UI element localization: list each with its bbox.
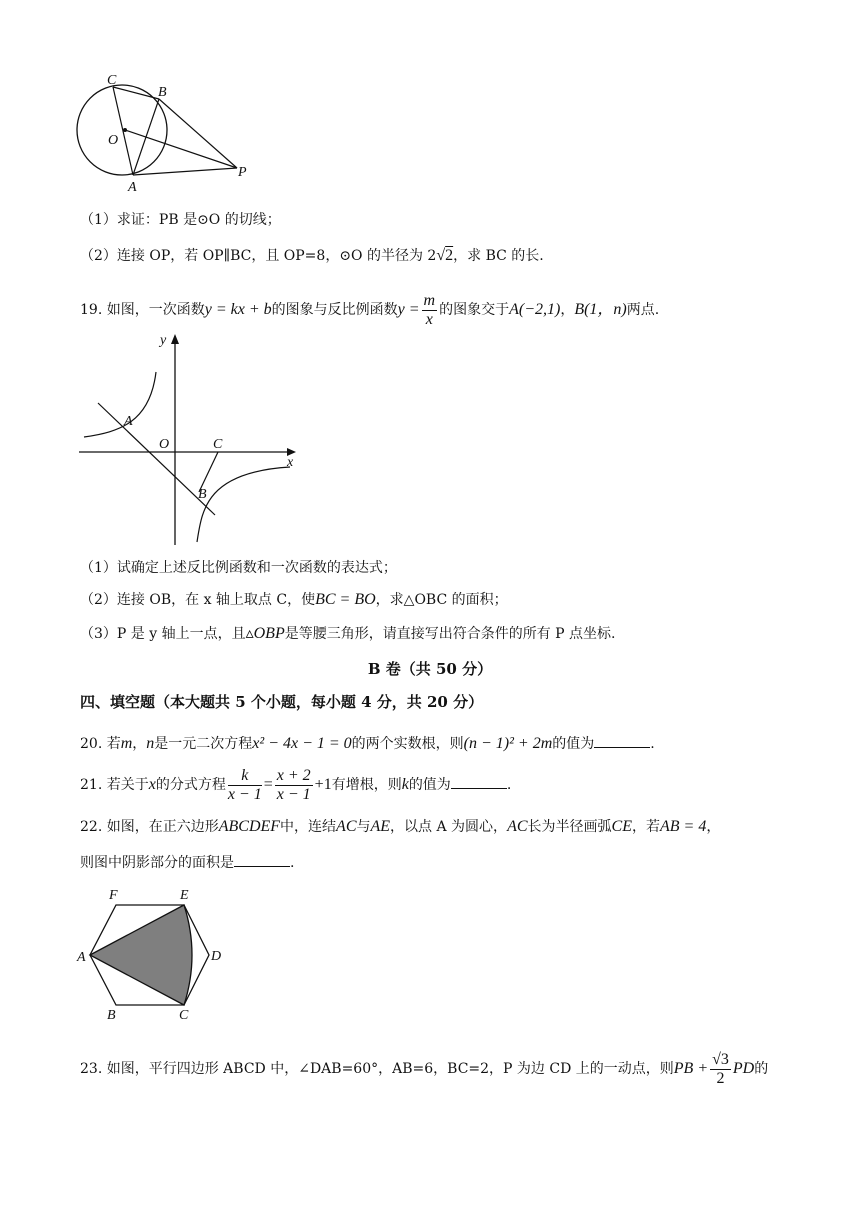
label-b: B: [107, 1008, 116, 1023]
fraction-k-over-x-minus-1: $\frac{k}{x - 1}$: [227, 766, 262, 803]
segment-bp: [159, 99, 237, 168]
circle-o: [77, 85, 167, 175]
sqrt-symbol: √: [436, 247, 446, 264]
fraction-sqrt3-over-2: $\frac{√3}{2}$: [712, 1050, 729, 1087]
label-c: C: [107, 73, 117, 88]
label-o: O: [159, 437, 170, 452]
q22-line1: 22. 如图，在正六边形ABCDEF中，连结AC与AE，以点 A 为圆心，AC长为半径画弧CE，若AB = 4，: [80, 818, 721, 835]
y-axis-arrow: [171, 334, 179, 344]
answer-blank: [234, 852, 290, 867]
q20: 20. 若m，n是一元二次方程x² − 4x − 1 = 0的两个实数根，则(n − 1)² + 2m的值为 .: [80, 735, 655, 752]
q19-part1: （1）试确定上述反比例函数和一次函数的表达式；: [80, 560, 397, 576]
label-p: P: [238, 165, 247, 180]
label-f: F: [109, 888, 118, 903]
label-o: O: [108, 133, 119, 148]
label-y: y: [160, 333, 167, 348]
q19-part2: （2）连接 OB，在 x 轴上取点 C，使BC = BO，求△OBC 的面积；: [80, 591, 508, 608]
label-a: A: [124, 414, 133, 429]
q21: 21. 若关于x的分式方程 $\frac{k}{x - 1}$ = $\frac{x + 2}{x - 1}$ +1有增根，则k的值为 .: [80, 766, 512, 803]
q19-stem: 19. 如图，一次函数y = kx + b的图象与反比例函数y = $\frac{m}{x}$ 的图象交于A(−2,1)，B(1，n)两点.: [80, 291, 660, 328]
segment-ca: [113, 87, 133, 175]
section-4-title: 四、填空题（本大题共 5 个小题，每小题 4 分，共 20 分）: [80, 693, 484, 711]
hyperbola-lower-right: [197, 467, 290, 542]
answer-blank: [594, 733, 650, 748]
segment-cb: [113, 87, 159, 99]
q22-line2: 则图中阴影部分的面积是 .: [80, 852, 294, 873]
segment-ap: [133, 168, 237, 175]
segment-bc: [199, 452, 218, 492]
label-c: C: [179, 1008, 189, 1023]
label-a: A: [77, 950, 86, 965]
label-a: A: [128, 180, 137, 195]
label-e: E: [180, 888, 189, 903]
figure-22-hexagon: [74, 884, 234, 1026]
q19-part3: （3）P 是 y 轴上一点，且▵OBP是等腰三角形，请直接写出符合条件的所有 P 点坐标.: [80, 625, 616, 642]
hyperbola-upper-left: [84, 372, 156, 437]
label-b: B: [198, 487, 207, 502]
q23: 23. 如图，平行四边形 ABCD 中，∠DAB=60°，AB=6，BC=2，P 为边 CD 上的一动点，则PB + $\frac{√3}{2}$ PD的: [80, 1050, 769, 1087]
q18-part2: （2）连接 OP，若 OP∥BC，且 OP=8，⊙O 的半径为 2√2，求 BC 的长.: [80, 247, 544, 264]
q18-part1: （1）求证：PB 是⊙O 的切线；: [80, 212, 281, 228]
answer-blank: [451, 774, 507, 789]
fraction-x-plus-2-over-x-minus-1: $\frac{x + 2}{x - 1}$: [276, 766, 311, 803]
section-b-title: B 卷（共 50 分）: [367, 660, 493, 678]
shaded-sector: [90, 905, 192, 1005]
figure-19-coordinate-graph: [76, 330, 306, 546]
figure-18-circle-tangent: [70, 68, 260, 196]
label-x: x: [287, 455, 294, 470]
fraction-m-over-x: $\frac{m}{x}$: [423, 291, 436, 328]
label-d: D: [211, 949, 222, 964]
label-b: B: [158, 85, 167, 100]
label-c: C: [213, 437, 223, 452]
center-o-dot: [123, 128, 127, 132]
